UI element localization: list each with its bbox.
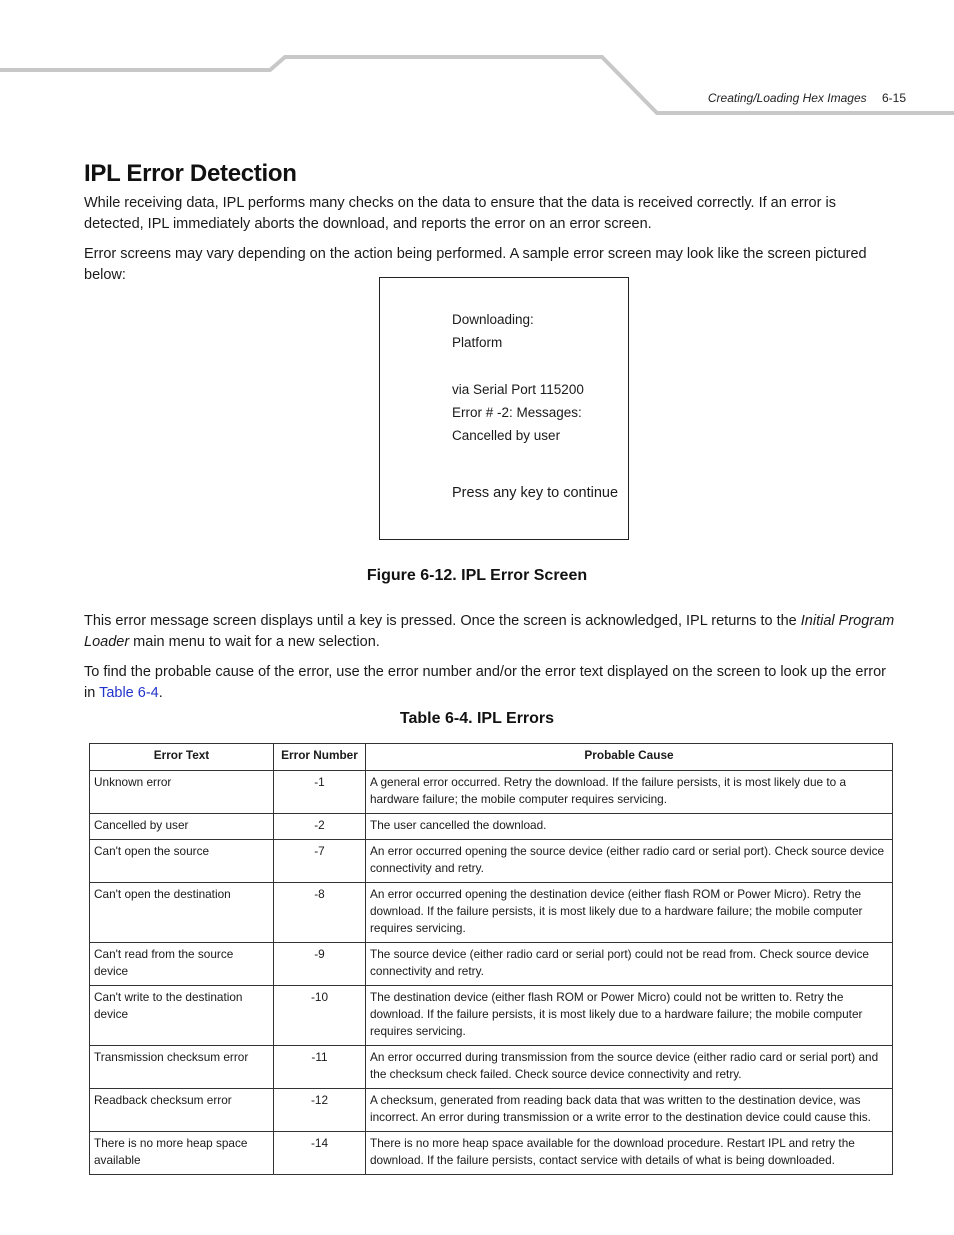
cell-probable-cause: An error occurred opening the source device (either radio card or serial port). Check source device connectivity and retry. — [366, 840, 893, 883]
cell-error-text: Can't read from the source device — [90, 943, 274, 986]
screen-line-press-key: Press any key to continue — [452, 485, 619, 501]
table-header-row — [90, 744, 893, 771]
table-caption: Table 6-4. IPL Errors — [399, 710, 555, 727]
ipl-errors-table — [89, 743, 893, 1175]
cell-error-number: -11 — [274, 1046, 366, 1089]
cell-error-number: -2 — [274, 814, 366, 840]
screen-line-error: Error # -2: Messages: — [452, 405, 582, 420]
intro-paragraph-2: Error screens may vary depending on the action being performed. A sample error screen may look like the screen pictured below: — [84, 246, 867, 283]
paragraph-3-text: This error message screen displays until a key is pressed. Once the screen is acknowledged, IPL returns to the — [84, 613, 801, 629]
screen-line-platform: Platform — [452, 335, 503, 350]
cell-probable-cause: There is no more heap space available for the download procedure. Restart IPL and retry the download. If the failure persists, contact service with details of what is being downloaded. — [366, 1132, 893, 1175]
cell-probable-cause: A checksum, generated from reading back data that was written to the destination device, was incorrect. An error during transmission or a write error to the destination device could cause this. — [366, 1089, 893, 1132]
column-header-probable-cause: Probable Cause — [366, 744, 893, 771]
cell-probable-cause: The user cancelled the download. — [366, 814, 893, 840]
section-title: Creating/Loading Hex Images — [707, 91, 867, 105]
table-row — [90, 1132, 893, 1175]
column-header-error-number: Error Number — [274, 744, 366, 771]
table-row — [90, 1089, 893, 1132]
running-head — [708, 91, 906, 105]
screen-line-downloading: Downloading: — [452, 312, 534, 327]
table-row — [90, 883, 893, 943]
paragraph-4-text: To find the probable cause of the error, use the error number and/or the error text displayed on the screen to look up the error in — [84, 664, 886, 701]
table-row — [90, 840, 893, 883]
paragraph-4 — [84, 662, 899, 703]
error-screen-figure — [379, 277, 629, 540]
cell-error-number: -1 — [274, 771, 366, 814]
cell-probable-cause: A general error occurred. Retry the download. If the failure persists, it is most likely due to a hardware failure; the mobile computer requires servicing. — [366, 771, 893, 814]
table-reference-link[interactable]: Table 6-4 — [99, 684, 159, 701]
screen-line-port: via Serial Port 115200 — [452, 382, 584, 397]
page-title: IPL Error Detection — [84, 160, 297, 187]
intro-paragraph-1: While receiving data, IPL performs many checks on the data to ensure that the data is received correctly. If an error is detected, IPL immediately aborts the download, and reports the error on an error screen. — [84, 195, 836, 232]
cell-probable-cause: An error occurred opening the destination device (either flash ROM or Power Micro). Retry the download. If the failure persists, it is most likely due to a hardware failure; the mobile computer requires servicing. — [366, 883, 893, 943]
paragraph-3-italic: Initial Program Loader — [84, 613, 895, 650]
paragraph-3-text-end: main menu to wait for a new selection. — [129, 633, 380, 650]
table-row — [90, 771, 893, 814]
cell-probable-cause: The source device (either radio card or serial port) could not be read from. Check source device connectivity and retry. — [366, 943, 893, 986]
cell-error-number: -8 — [274, 883, 366, 943]
cell-error-text: Transmission checksum error — [90, 1046, 274, 1089]
cell-error-number: -9 — [274, 943, 366, 986]
cell-error-text: Can't open the source — [90, 840, 274, 883]
paragraph-4-text-end: . — [158, 684, 163, 701]
cell-error-text: Can't open the destination — [90, 883, 274, 943]
figure-caption: Figure 6-12. IPL Error Screen — [366, 567, 588, 584]
cell-error-text: There is no more heap space available — [90, 1132, 274, 1175]
cell-error-text: Unknown error — [90, 771, 274, 814]
cell-error-number: -10 — [274, 986, 366, 1046]
cell-error-text: Can't write to the destination device — [90, 986, 274, 1046]
cell-error-text: Readback checksum error — [90, 1089, 274, 1132]
column-header-error-text: Error Text — [90, 744, 274, 771]
table-row — [90, 1046, 893, 1089]
cell-probable-cause: An error occurred during transmission from the source device (either radio card or serial port) and the checksum check failed. Check source device connectivity and retry. — [366, 1046, 893, 1089]
paragraph-3 — [84, 611, 899, 652]
page-number: 6-15 — [881, 91, 906, 105]
cell-probable-cause: The destination device (either flash ROM or Power Micro) could not be written to. Retry the download. If the failure persists, it is most likely due to a hardware failure; the mobile computer requires servicing. — [366, 986, 893, 1046]
cell-error-number: -14 — [274, 1132, 366, 1175]
cell-error-number: -7 — [274, 840, 366, 883]
cell-error-text: Cancelled by user — [90, 814, 274, 840]
screen-line-cancelled: Cancelled by user — [452, 428, 561, 443]
table-row — [90, 814, 893, 840]
table-row — [90, 986, 893, 1046]
table-row — [90, 943, 893, 986]
cell-error-number: -12 — [274, 1089, 366, 1132]
